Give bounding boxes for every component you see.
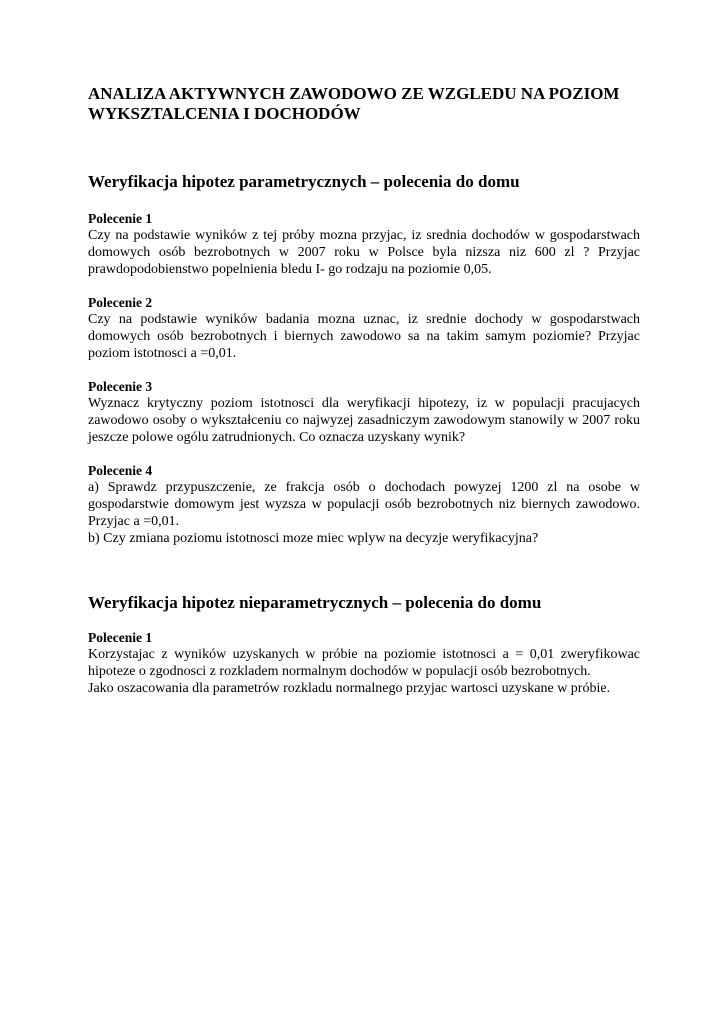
section-nonparametric-heading: Weryfikacja hipotez nieparametrycznych – polecenia do domu (88, 593, 542, 612)
task-1 (88, 210, 640, 278)
task-np-1-text-a: Korzystajac z wyników uzyskanych w próbie na poziomie istotnosci a = 0,01 zweryfikowac hipoteze o zgodnosci z rozkladem normalnym dochodów w populacji osób bezrobotnych. (88, 647, 640, 679)
task-4-text-a: a) Sprawdz przypuszczenie, ze frakcja osób o dochodach powyzej 1200 zl na osobe w gospodarstwie domowym jest wyzsza w populacji osób bezrobotnych niz biernych zawodowo. Przyjac a =0,01. (88, 480, 640, 529)
task-2-label: Polecenie 2 (88, 295, 153, 310)
task-1-text: Czy na podstawie wyników z tej próby mozna przyjac, iz srednia dochodów w gospodarstwach domowych osób bezrobotnych w 2007 roku w Polsce byla nizsza niz 600 zl ? Przyjac prawdopodobienstwo popelnienia bledu I- go rodzaju na poziomie 0,05. (88, 228, 640, 277)
task-3 (88, 378, 640, 446)
task-3-text: Wyznacz krytyczny poziom istotnosci dla weryfikacji hipotezy, iz w populacji pracujacych zawodowo osoby o wykształceniu co najwyzej zasadniczym zawodowym stanowily w 2007 roku jeszcze polowe ogólu zatrudnionych. Co oznacza uzyskany wynik? (88, 396, 640, 445)
task-2 (88, 294, 640, 362)
task-np-1 (88, 629, 640, 697)
task-4-text-b: b) Czy zmiana poziomu istotnosci moze miec wplyw na decyzje weryfikacyjna? (88, 531, 539, 546)
task-np-1-text-b: Jako oszacowania dla parametrów rozkladu normalnego przyjac wartosci uzyskane w próbie. (88, 681, 611, 696)
task-1-label: Polecenie 1 (88, 211, 153, 226)
task-4-label: Polecenie 4 (88, 463, 153, 478)
document-page (88, 84, 640, 697)
document-title: ANALIZA AKTYWNYCH ZAWODOWO ZE WZGLEDU NA POZIOM WYKSZTALCENIA I DOCHODÓW (88, 84, 620, 123)
task-np-1-label: Polecenie 1 (88, 630, 153, 645)
task-2-text: Czy na podstawie wyników badania mozna uznac, iz srednie dochody w gospodarstwach domowych osób bezrobotnych i biernych zawodowo sa na takim samym poziomie? Przyjac poziom istotnosci a =0,01. (88, 312, 640, 361)
section-parametric-heading: Weryfikacja hipotez parametrycznych – polecenia do domu (88, 172, 520, 191)
task-3-label: Polecenie 3 (88, 379, 153, 394)
task-4 (88, 462, 640, 547)
